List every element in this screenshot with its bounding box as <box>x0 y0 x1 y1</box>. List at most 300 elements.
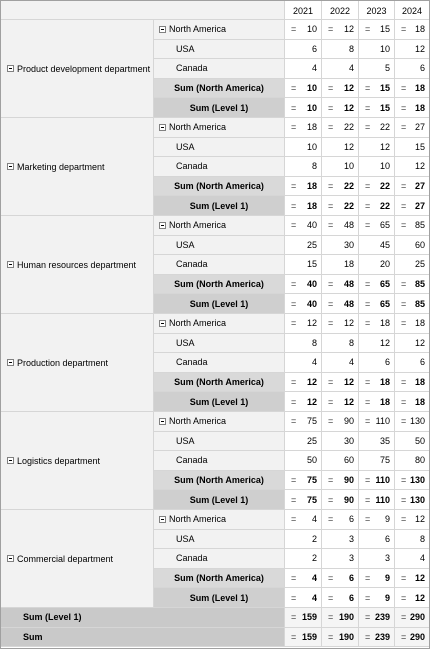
value-cell[interactable] <box>322 157 359 177</box>
formula-marker: = <box>291 298 297 309</box>
value-cell[interactable] <box>285 79 322 99</box>
value-cell[interactable] <box>395 275 430 295</box>
formula-marker: = <box>328 181 334 192</box>
value-cell[interactable] <box>359 530 395 550</box>
value-cell[interactable] <box>285 549 322 569</box>
value-cell[interactable] <box>285 353 322 373</box>
row-header-sub[interactable] <box>154 79 285 99</box>
cell-value: 190 <box>338 631 354 642</box>
cell-value: 18 <box>379 396 390 407</box>
formula-marker: = <box>328 122 334 133</box>
formula-marker: = <box>401 220 407 231</box>
value-cell[interactable] <box>285 59 322 79</box>
value-cell[interactable] <box>395 451 430 471</box>
row-header-sub[interactable] <box>154 471 285 491</box>
value-cell[interactable] <box>395 588 430 608</box>
value-cell[interactable] <box>322 314 359 334</box>
formula-marker: = <box>328 377 334 388</box>
cell-value: 3 <box>348 533 354 544</box>
row-header-sub[interactable] <box>154 177 285 197</box>
value-cell[interactable] <box>395 98 430 118</box>
value-cell[interactable] <box>322 98 359 118</box>
value-cell[interactable] <box>359 138 395 158</box>
cell-value: 12 <box>414 573 425 584</box>
value-cell[interactable] <box>359 40 395 60</box>
collapse-toggle-icon[interactable] <box>7 555 14 562</box>
total-value-cell[interactable] <box>395 608 430 628</box>
value-cell[interactable] <box>322 20 359 40</box>
cell-value: 80 <box>414 455 425 466</box>
row-header-lvl[interactable] <box>154 392 285 412</box>
formula-marker: = <box>328 279 334 290</box>
cell-value: 6 <box>348 592 354 603</box>
total-value-cell[interactable] <box>395 628 430 648</box>
total-value-cell[interactable] <box>322 608 359 628</box>
formula-marker: = <box>291 514 297 525</box>
row-header-group[interactable] <box>154 314 285 334</box>
formula-marker: = <box>291 396 297 407</box>
department-header[interactable] <box>1 412 154 510</box>
value-cell[interactable] <box>395 569 430 589</box>
formula-marker: = <box>401 592 407 603</box>
value-cell[interactable] <box>359 412 395 432</box>
row-header-child[interactable] <box>154 59 285 79</box>
value-cell[interactable] <box>395 40 430 60</box>
value-cell[interactable] <box>285 510 322 530</box>
cell-value: 130 <box>409 494 425 505</box>
cell-value: 12 <box>306 377 317 388</box>
value-cell[interactable] <box>395 20 430 40</box>
cell-value: 10 <box>306 83 317 94</box>
formula-marker: = <box>365 612 371 623</box>
row-label: USA <box>176 337 195 348</box>
value-cell[interactable] <box>395 216 430 236</box>
value-cell[interactable] <box>285 588 322 608</box>
department-header[interactable] <box>1 510 154 608</box>
row-header-child[interactable] <box>154 138 285 158</box>
formula-marker: = <box>401 396 407 407</box>
value-cell[interactable] <box>322 432 359 452</box>
value-cell[interactable] <box>322 490 359 510</box>
value-cell[interactable] <box>395 79 430 99</box>
value-cell[interactable] <box>285 157 322 177</box>
row-label: USA <box>176 239 195 250</box>
formula-marker: = <box>291 592 297 603</box>
formula-marker: = <box>401 573 407 584</box>
value-cell[interactable] <box>359 79 395 99</box>
value-cell[interactable] <box>322 255 359 275</box>
value-cell[interactable] <box>322 118 359 138</box>
value-cell[interactable] <box>285 530 322 550</box>
department-header[interactable] <box>1 20 154 118</box>
row-header-child[interactable] <box>154 255 285 275</box>
row-header-child[interactable] <box>154 334 285 354</box>
cell-value: 18 <box>414 396 425 407</box>
value-cell[interactable] <box>395 236 430 256</box>
value-cell[interactable] <box>322 275 359 295</box>
value-cell[interactable] <box>322 510 359 530</box>
row-label: Sum (Level 1) <box>189 102 249 113</box>
value-cell[interactable] <box>322 471 359 491</box>
value-cell[interactable] <box>359 373 395 393</box>
collapse-toggle-icon[interactable] <box>7 65 14 72</box>
cell-value: 12 <box>343 24 354 35</box>
value-cell[interactable] <box>285 118 322 138</box>
row-label: USA <box>176 435 195 446</box>
value-cell[interactable] <box>359 236 395 256</box>
value-cell[interactable] <box>359 490 395 510</box>
value-cell[interactable] <box>322 138 359 158</box>
row-header-child[interactable] <box>154 40 285 60</box>
cell-value: 6 <box>348 573 354 584</box>
value-cell[interactable] <box>285 490 322 510</box>
formula-marker: = <box>328 24 334 35</box>
cell-value: 9 <box>384 592 390 603</box>
total-value-cell[interactable] <box>359 608 395 628</box>
value-cell[interactable] <box>395 353 430 373</box>
formula-marker: = <box>401 416 407 427</box>
cell-value: 10 <box>306 24 317 35</box>
cell-value: 12 <box>379 337 390 348</box>
value-cell[interactable] <box>285 471 322 491</box>
cell-value: 22 <box>343 181 354 192</box>
cell-value: 18 <box>379 377 390 388</box>
cell-value: 12 <box>414 161 425 172</box>
row-label: Sum (North America) <box>174 83 264 94</box>
row-header-lvl[interactable] <box>154 98 285 118</box>
formula-marker: = <box>291 416 297 427</box>
cell-value: 110 <box>375 416 390 427</box>
value-cell[interactable] <box>395 530 430 550</box>
cell-value: 10 <box>343 161 354 172</box>
cell-value: 3 <box>348 553 354 564</box>
value-cell[interactable] <box>322 59 359 79</box>
formula-marker: = <box>365 83 371 94</box>
value-cell[interactable] <box>395 118 430 138</box>
corner-cell <box>1 1 285 20</box>
value-cell[interactable] <box>322 412 359 432</box>
cell-value: 18 <box>379 318 390 329</box>
row-label: Sum (Level 1) <box>189 200 249 211</box>
formula-marker: = <box>365 631 371 642</box>
value-cell[interactable] <box>395 490 430 510</box>
collapse-toggle-icon[interactable] <box>159 222 166 229</box>
value-cell[interactable] <box>359 255 395 275</box>
value-cell[interactable] <box>359 392 395 412</box>
value-cell[interactable] <box>322 549 359 569</box>
cell-value: 8 <box>348 337 354 348</box>
cell-value: 30 <box>343 239 354 250</box>
collapse-toggle-icon[interactable] <box>159 320 166 327</box>
formula-marker: = <box>328 494 334 505</box>
cell-value: 27 <box>414 122 425 133</box>
value-cell[interactable] <box>359 59 395 79</box>
cell-value: 12 <box>414 514 425 525</box>
value-cell[interactable] <box>322 353 359 373</box>
value-cell[interactable] <box>285 216 322 236</box>
total-value-cell[interactable] <box>359 628 395 648</box>
value-cell[interactable] <box>395 432 430 452</box>
collapse-toggle-icon[interactable] <box>159 124 166 131</box>
value-cell[interactable] <box>359 471 395 491</box>
row-header-child[interactable] <box>154 353 285 373</box>
value-cell[interactable] <box>395 549 430 569</box>
collapse-toggle-icon[interactable] <box>7 261 14 268</box>
cell-value: 130 <box>409 475 425 486</box>
formula-marker: = <box>365 298 371 309</box>
collapse-toggle-icon[interactable] <box>7 163 14 170</box>
value-cell[interactable] <box>395 510 430 530</box>
cell-value: 10 <box>379 43 390 54</box>
cell-value: 190 <box>338 612 354 623</box>
value-cell[interactable] <box>359 20 395 40</box>
row-header-child[interactable] <box>154 236 285 256</box>
value-cell[interactable] <box>359 157 395 177</box>
value-cell[interactable] <box>395 373 430 393</box>
row-header-group[interactable] <box>154 412 285 432</box>
cell-value: 18 <box>414 102 425 113</box>
cell-value: 4 <box>311 514 317 525</box>
value-cell[interactable] <box>285 314 322 334</box>
value-cell[interactable] <box>322 79 359 99</box>
value-cell[interactable] <box>359 569 395 589</box>
value-cell[interactable] <box>322 334 359 354</box>
value-cell[interactable] <box>285 569 322 589</box>
row-label: USA <box>176 43 195 54</box>
cell-value: 22 <box>379 181 390 192</box>
value-cell[interactable] <box>285 275 322 295</box>
value-cell[interactable] <box>285 138 322 158</box>
value-cell[interactable] <box>285 412 322 432</box>
grand-total-row-header[interactable] <box>1 628 285 648</box>
cell-value: 4 <box>419 553 425 564</box>
row-header-sub[interactable] <box>154 275 285 295</box>
value-cell[interactable] <box>395 196 430 216</box>
cell-value: 130 <box>409 416 425 427</box>
cell-value: 18 <box>414 377 425 388</box>
formula-marker: = <box>401 298 407 309</box>
value-cell[interactable] <box>285 255 322 275</box>
cell-value: 10 <box>306 141 317 152</box>
value-cell[interactable] <box>322 177 359 197</box>
cell-value: 4 <box>348 63 354 74</box>
cell-value: 45 <box>379 239 390 250</box>
cell-value: 4 <box>348 357 354 368</box>
formula-marker: = <box>365 24 371 35</box>
cell-value: 75 <box>306 416 317 427</box>
formula-marker: = <box>328 573 334 584</box>
value-cell[interactable] <box>359 177 395 197</box>
department-header[interactable] <box>1 118 154 216</box>
cell-value: 22 <box>343 200 354 211</box>
formula-marker: = <box>291 181 297 192</box>
value-cell[interactable] <box>359 549 395 569</box>
value-cell[interactable] <box>359 216 395 236</box>
value-cell[interactable] <box>359 510 395 530</box>
value-cell[interactable] <box>322 530 359 550</box>
column-header-2022[interactable] <box>322 1 359 20</box>
value-cell[interactable] <box>359 588 395 608</box>
value-cell[interactable] <box>285 294 322 314</box>
row-header-child[interactable] <box>154 157 285 177</box>
value-cell[interactable] <box>359 314 395 334</box>
total-value-cell[interactable] <box>285 608 322 628</box>
row-header-group[interactable] <box>154 216 285 236</box>
value-cell[interactable] <box>395 255 430 275</box>
value-cell[interactable] <box>395 392 430 412</box>
row-header-lvl[interactable] <box>154 490 285 510</box>
formula-marker: = <box>401 122 407 133</box>
cell-value: 10 <box>306 102 317 113</box>
cell-value: 9 <box>384 573 390 584</box>
column-header-2021[interactable] <box>285 1 322 20</box>
cell-value: 18 <box>414 318 425 329</box>
collapse-toggle-icon[interactable] <box>159 516 166 523</box>
total-value-cell[interactable] <box>285 628 322 648</box>
formula-marker: = <box>291 318 297 329</box>
cell-value: 85 <box>414 279 425 290</box>
value-cell[interactable] <box>322 196 359 216</box>
cell-value: 159 <box>301 631 317 642</box>
row-header-lvl[interactable] <box>154 294 285 314</box>
row-label: North America <box>169 416 227 427</box>
column-header-2024[interactable] <box>395 1 430 20</box>
row-header-sub[interactable] <box>154 569 285 589</box>
value-cell[interactable] <box>395 59 430 79</box>
collapse-toggle-icon[interactable] <box>7 457 14 464</box>
row-header-lvl[interactable] <box>154 588 285 608</box>
cell-value: 12 <box>379 141 390 152</box>
row-header-child[interactable] <box>154 530 285 550</box>
total-value-cell[interactable] <box>322 628 359 648</box>
value-cell[interactable] <box>285 177 322 197</box>
cell-value: 50 <box>306 455 317 466</box>
row-header-child[interactable] <box>154 432 285 452</box>
value-cell[interactable] <box>359 98 395 118</box>
formula-marker: = <box>401 612 407 623</box>
value-cell[interactable] <box>359 196 395 216</box>
value-cell[interactable] <box>395 177 430 197</box>
cell-value: 18 <box>414 83 425 94</box>
row-label: Sum (Level 1) <box>189 592 249 603</box>
row-header-child[interactable] <box>154 451 285 471</box>
value-cell[interactable] <box>322 294 359 314</box>
value-cell[interactable] <box>322 236 359 256</box>
department-header[interactable] <box>1 314 154 412</box>
formula-marker: = <box>291 279 297 290</box>
cell-value: 22 <box>379 200 390 211</box>
value-cell[interactable] <box>322 588 359 608</box>
column-header-label: 2022 <box>329 6 351 16</box>
value-cell[interactable] <box>285 392 322 412</box>
value-cell[interactable] <box>322 569 359 589</box>
value-cell[interactable] <box>285 236 322 256</box>
row-header-group[interactable] <box>154 510 285 530</box>
formula-marker: = <box>401 377 407 388</box>
formula-marker: = <box>401 200 407 211</box>
value-cell[interactable] <box>395 471 430 491</box>
value-cell[interactable] <box>285 334 322 354</box>
value-cell[interactable] <box>359 294 395 314</box>
row-label: Sum (Level 1) <box>189 396 249 407</box>
row-label: North America <box>169 24 227 35</box>
row-header-sub[interactable] <box>154 373 285 393</box>
column-header-2023[interactable] <box>359 1 395 20</box>
value-cell[interactable] <box>322 40 359 60</box>
value-cell[interactable] <box>285 98 322 118</box>
department-header[interactable] <box>1 216 154 314</box>
row-header-group[interactable] <box>154 20 285 40</box>
value-cell[interactable] <box>395 314 430 334</box>
cell-value: 239 <box>374 612 390 623</box>
collapse-toggle-icon[interactable] <box>7 359 14 366</box>
cell-value: 50 <box>414 435 425 446</box>
row-header-child[interactable] <box>154 549 285 569</box>
department-label: Marketing department <box>17 161 105 172</box>
cell-value: 12 <box>343 141 354 152</box>
value-cell[interactable] <box>359 451 395 471</box>
cell-value: 18 <box>343 259 354 270</box>
formula-marker: = <box>365 592 371 603</box>
cell-value: 6 <box>419 357 425 368</box>
value-cell[interactable] <box>285 451 322 471</box>
value-cell[interactable] <box>322 451 359 471</box>
cell-value: 75 <box>306 475 317 486</box>
row-header-lvl[interactable] <box>154 196 285 216</box>
cell-value: 12 <box>343 396 354 407</box>
value-cell[interactable] <box>395 138 430 158</box>
row-header-group[interactable] <box>154 118 285 138</box>
value-cell[interactable] <box>359 432 395 452</box>
row-label: Sum (North America) <box>174 475 264 486</box>
value-cell[interactable] <box>285 196 322 216</box>
value-cell[interactable] <box>285 373 322 393</box>
value-cell[interactable] <box>359 275 395 295</box>
value-cell[interactable] <box>322 216 359 236</box>
cell-value: 60 <box>414 239 425 250</box>
value-cell[interactable] <box>285 20 322 40</box>
formula-marker: = <box>365 318 371 329</box>
value-cell[interactable] <box>322 373 359 393</box>
value-cell[interactable] <box>322 392 359 412</box>
value-cell[interactable] <box>359 353 395 373</box>
value-cell[interactable] <box>395 294 430 314</box>
cell-value: 12 <box>414 337 425 348</box>
cell-value: 15 <box>379 102 390 113</box>
cell-value: 290 <box>409 631 425 642</box>
value-cell[interactable] <box>395 412 430 432</box>
collapse-toggle-icon[interactable] <box>159 418 166 425</box>
value-cell[interactable] <box>285 432 322 452</box>
cell-value: 48 <box>343 279 354 290</box>
grand-total-row-header[interactable] <box>1 608 285 628</box>
collapse-toggle-icon[interactable] <box>159 26 166 33</box>
column-header-label: 2024 <box>401 6 423 16</box>
cell-value: 48 <box>343 298 354 309</box>
formula-marker: = <box>365 122 371 133</box>
formula-marker: = <box>365 475 371 486</box>
cell-value: 110 <box>375 475 390 486</box>
value-cell[interactable] <box>359 118 395 138</box>
value-cell[interactable] <box>285 40 322 60</box>
value-cell[interactable] <box>395 334 430 354</box>
row-label: Sum (North America) <box>174 181 264 192</box>
cell-value: 90 <box>343 416 354 427</box>
value-cell[interactable] <box>359 334 395 354</box>
value-cell[interactable] <box>395 157 430 177</box>
formula-marker: = <box>328 83 334 94</box>
formula-marker: = <box>365 396 371 407</box>
